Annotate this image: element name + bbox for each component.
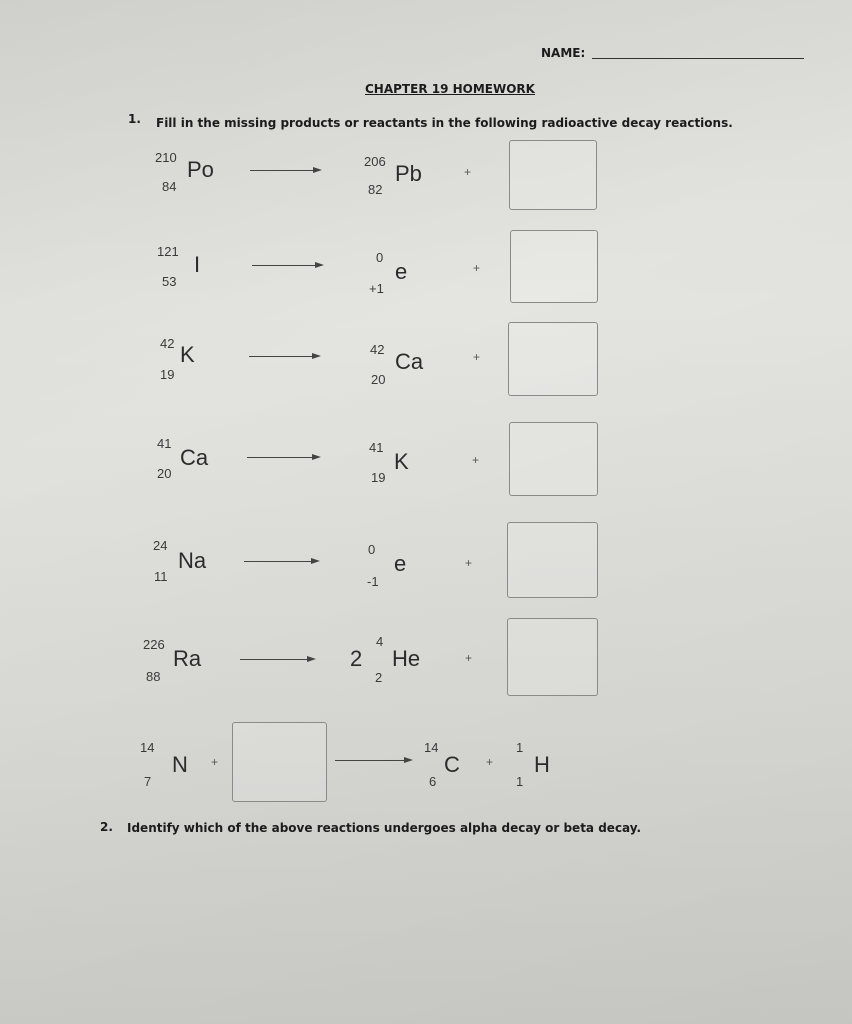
product-symbol: K bbox=[394, 449, 409, 474]
product-atomic-number: 82 bbox=[368, 182, 383, 197]
product-symbol: He bbox=[392, 646, 421, 671]
reactant-atomic-number: 7 bbox=[144, 774, 152, 789]
product-1-mass-number: 14 bbox=[424, 740, 439, 755]
product-atomic-number: 20 bbox=[371, 372, 386, 387]
product-atomic-number: -1 bbox=[367, 574, 379, 589]
reaction-arrow bbox=[249, 352, 321, 362]
product-symbol: Ca bbox=[395, 349, 424, 374]
product-mass-number: 4 bbox=[376, 634, 384, 649]
product-1-atomic-number: 6 bbox=[429, 774, 437, 789]
question-2-number: 2. bbox=[100, 820, 113, 834]
product-atomic-number: 19 bbox=[371, 470, 386, 485]
product-2-atomic-number: 1 bbox=[516, 774, 524, 789]
page-title: CHAPTER 19 HOMEWORK bbox=[365, 82, 535, 96]
plus-sign: + bbox=[465, 556, 473, 570]
reactant-atomic-number: 88 bbox=[146, 669, 161, 684]
reactant-mass-number: 41 bbox=[157, 436, 172, 451]
plus-sign: + bbox=[473, 261, 481, 275]
product-1-symbol: C bbox=[444, 752, 460, 777]
answer-box-2[interactable] bbox=[510, 230, 598, 303]
reaction-arrow bbox=[247, 453, 321, 463]
answer-box-3[interactable] bbox=[508, 322, 598, 396]
reactant-mass-number: 14 bbox=[140, 740, 155, 755]
product-atomic-number: +1 bbox=[369, 281, 384, 296]
product-2-symbol: H bbox=[534, 752, 550, 777]
product-mass-number: 0 bbox=[376, 250, 384, 265]
answer-box-1[interactable] bbox=[509, 140, 597, 210]
reactant-symbol: N bbox=[172, 752, 188, 777]
question-2-text: Identify which of the above reactions undergoes alpha decay or beta decay. bbox=[127, 821, 642, 835]
reactant-symbol: Na bbox=[178, 548, 207, 573]
reactant-atomic-number: 84 bbox=[162, 179, 177, 194]
reactant-mass-number: 24 bbox=[153, 538, 168, 553]
reactant-atomic-number: 11 bbox=[154, 569, 168, 584]
product-symbol: Pb bbox=[395, 161, 422, 186]
product-mass-number: 206 bbox=[364, 154, 386, 169]
reactant-symbol: Ca bbox=[180, 445, 209, 470]
plus-sign: + bbox=[464, 165, 472, 179]
plus-sign: + bbox=[211, 755, 219, 769]
reactant-mass-number: 226 bbox=[143, 637, 165, 652]
reactant-atomic-number: 53 bbox=[162, 274, 177, 289]
question-1-text: Fill in the missing products or reactants in the following radioactive decay reactions. bbox=[156, 116, 733, 130]
answer-box-7[interactable] bbox=[232, 722, 327, 802]
reactant-symbol: K bbox=[180, 342, 195, 367]
product-mass-number: 41 bbox=[369, 440, 384, 455]
reaction-arrow bbox=[244, 557, 320, 567]
plus-sign: + bbox=[472, 453, 480, 467]
reactant-mass-number: 42 bbox=[160, 336, 175, 351]
reaction-arrow bbox=[335, 756, 413, 766]
reactant-mass-number: 210 bbox=[155, 150, 177, 165]
plus-sign-2: + bbox=[486, 755, 494, 769]
plus-sign: + bbox=[473, 350, 481, 364]
name-label: NAME: bbox=[541, 46, 586, 60]
reactant-symbol: Ra bbox=[173, 646, 202, 671]
name-blank-line bbox=[592, 58, 804, 59]
reaction-arrow bbox=[252, 261, 324, 271]
product-mass-number: 42 bbox=[370, 342, 385, 357]
reaction-arrow bbox=[250, 166, 322, 176]
answer-box-5[interactable] bbox=[507, 522, 598, 598]
reaction-arrow bbox=[240, 655, 316, 665]
product-symbol: e bbox=[395, 259, 408, 284]
answer-box-6[interactable] bbox=[507, 618, 598, 696]
product-mass-number: 0 bbox=[368, 542, 376, 557]
answer-box-4[interactable] bbox=[509, 422, 598, 496]
product-coefficient: 2 bbox=[350, 646, 363, 671]
product-2-mass-number: 1 bbox=[516, 740, 524, 755]
reactant-symbol: Po bbox=[187, 157, 214, 182]
reactant-symbol: I bbox=[194, 252, 201, 277]
reactant-mass-number: 121 bbox=[157, 244, 179, 259]
reactant-atomic-number: 19 bbox=[160, 367, 175, 382]
plus-sign: + bbox=[465, 651, 473, 665]
product-atomic-number: 2 bbox=[375, 670, 383, 685]
product-symbol: e bbox=[394, 551, 407, 576]
reactant-atomic-number: 20 bbox=[157, 466, 172, 481]
question-1-number: 1. bbox=[128, 112, 141, 126]
